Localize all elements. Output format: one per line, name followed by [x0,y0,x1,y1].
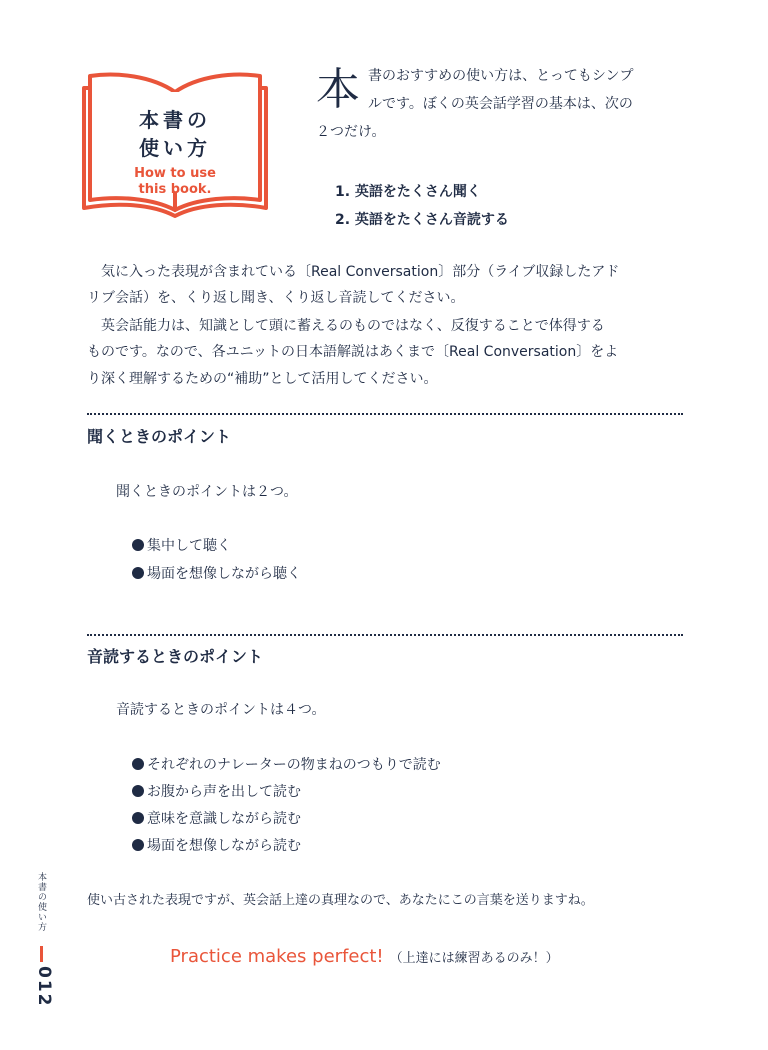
body-text-line: り深く理解するための“補助”として活用してください。 [87,371,438,387]
listening-point [132,561,301,587]
bullet-icon [132,812,144,824]
bullet-icon [132,785,144,797]
logo-title-line2: 使い方 [139,136,211,160]
reading-point [132,752,441,778]
reading-point [132,779,301,805]
basic-item: 1. 英語をたくさん聞く [335,184,481,200]
motto [170,946,559,967]
basic-item: 2. 英語をたくさん音読する [335,212,509,228]
section-divider [87,634,683,636]
motto-japanese: （上達には練習あるのみ！） [389,951,559,966]
body-text-line: リブ会話）を、くり返し聞き、くり返し音読してください。 [87,290,465,306]
side-accent-bar [40,946,43,962]
page-number: 012 [34,966,54,1008]
bullet-icon [132,758,144,770]
intro-line: 書のおすすめの使い方は、とってもシンプ [368,68,634,84]
side-page-label [34,872,56,1008]
logo-en-line2: this book. [138,182,212,197]
listening-point [132,533,231,559]
listening-point-text: 集中して聴く [147,538,231,554]
bullet-icon [132,567,144,579]
intro-line: ２つだけ。 [316,124,386,140]
listening-point-text: 場面を想像しながら聴く [147,566,301,582]
reading-point-text: 場面を想像しながら読む [147,838,301,854]
reading-point [132,833,301,859]
reading-point [132,806,301,832]
logo-title-line1: 本書の [139,108,211,132]
section-divider [87,413,683,415]
closing-text: 使い古された表現ですが、英会話上達の真理なので、あなたにこの言葉を送りますね。 [87,893,594,908]
reading-point-text: お腹から声を出して読む [147,784,301,800]
reading-point-text: 意味を意識しながら読む [147,811,301,827]
side-section-title: 本書の使い方 [36,872,46,932]
basics-list [335,178,509,234]
motto-english: Practice makes perfect! [170,946,384,967]
bullet-icon [132,539,144,551]
reading-lead: 音読するときのポイントは４つ。 [116,702,326,718]
body-text-line: 英会話能力は、知識として頭に蓄えるのものではなく、反復することで体得する [101,318,605,334]
listening-lead: 聞くときのポイントは２つ。 [116,484,298,500]
body-text-line: ものです。なので、各ユニットの日本語解説はあくまで〔Real Conversation〕をよ [87,344,619,360]
intro-line: ルです。ぼくの英会話学習の基本は、次の [368,96,633,112]
book-logo [82,68,268,218]
dropcap: 本 [316,64,360,115]
logo-en-line1: How to use [134,166,216,181]
body-text-line: 気に入った表現が含まれている〔Real Conversation〕部分（ライブ収録したアド [101,264,620,280]
reading-point-text: それぞれのナレーターの物まねのつもりで読む [147,757,441,773]
reading-section-title: 音読するときのポイント [87,647,264,666]
bullet-icon [132,839,144,851]
listening-section-title: 聞くときのポイント [87,427,232,446]
